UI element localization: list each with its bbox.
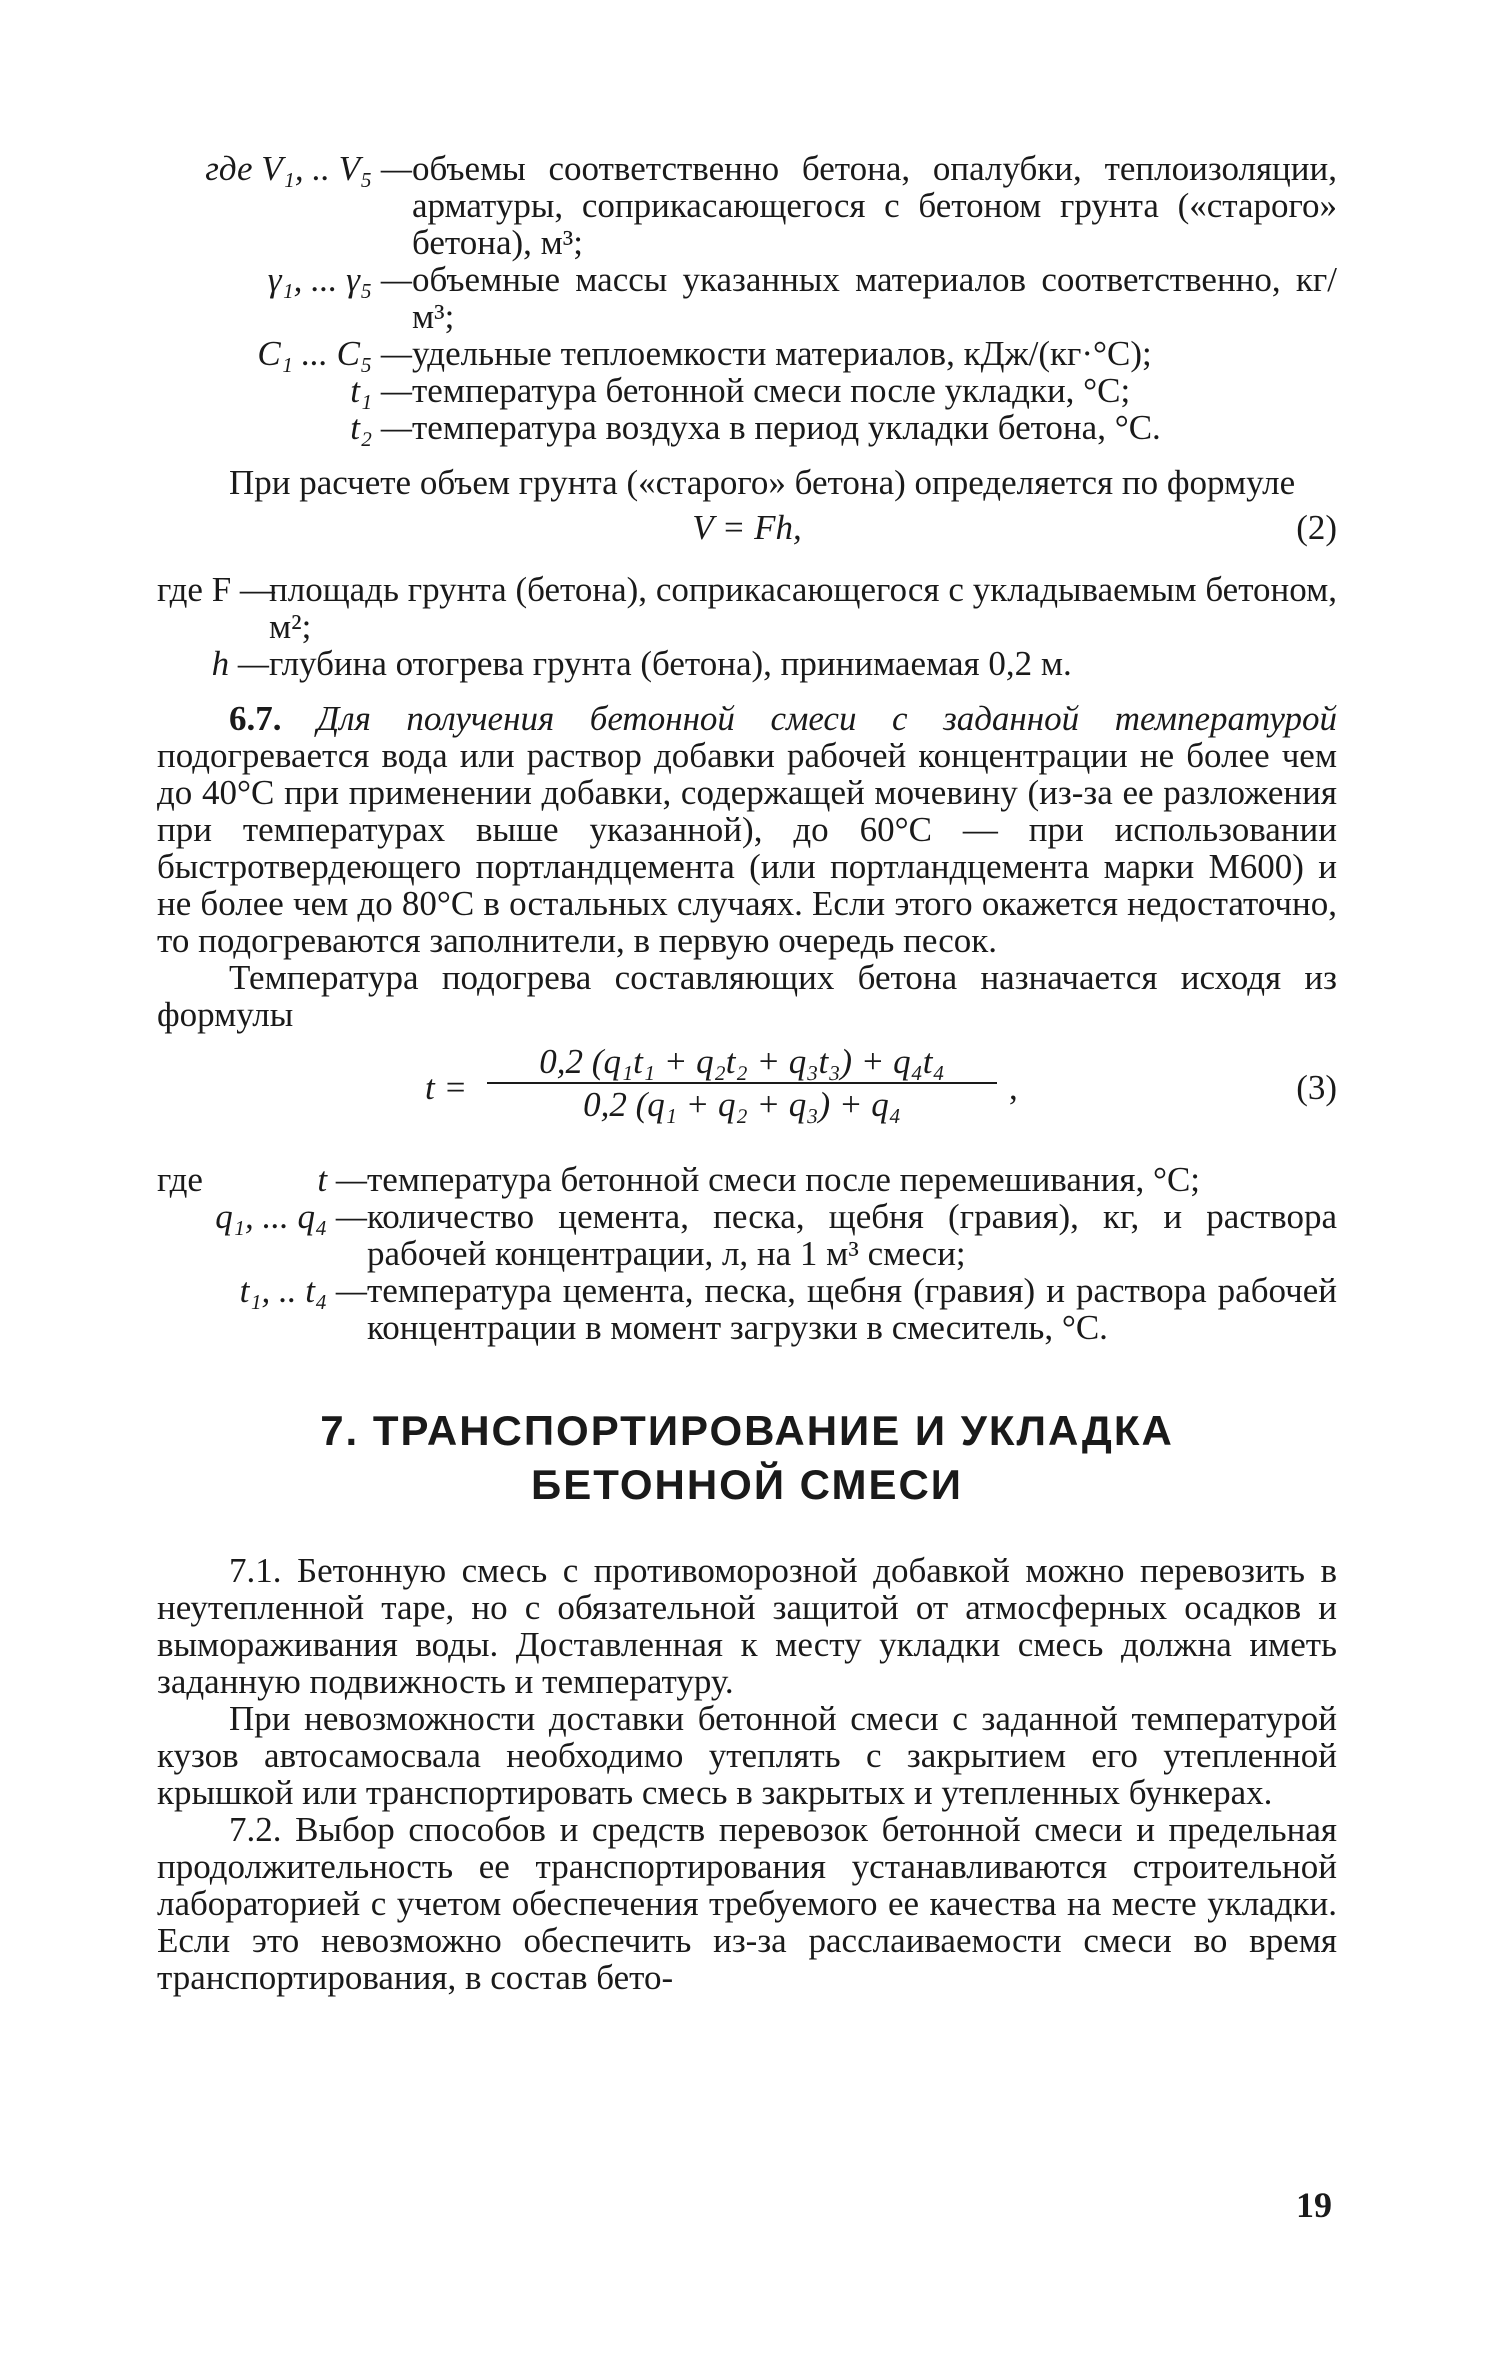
def-symbol: где V₁, .. V₅ — [205, 149, 412, 188]
formula-3-lhs: t = [425, 1068, 468, 1107]
page-body [157, 150, 1337, 1996]
paragraph-temperature: Температура подогрева составляющих бетона назначается исходя из формулы [157, 958, 1337, 1034]
definition-v [157, 150, 1337, 261]
definition-gamma [157, 261, 1337, 335]
formula-2 [157, 509, 1337, 557]
definition-h [157, 645, 1337, 682]
def-symbol: t₂ — [350, 408, 412, 447]
formula-3-fraction [487, 1043, 997, 1123]
def-text: температура воздуха в период укладки бетона, °C. [412, 408, 1161, 447]
def-text: количество цемента, песка, щебня (гравия), кг, и раствора рабочей концентрации, л, на 1 м³ смеси; [367, 1197, 1337, 1273]
definition-q [157, 1198, 1337, 1272]
paragraph-volume: При расчете объем грунта («старого» бетона) определяется по формуле [229, 463, 1296, 502]
definition-t2 [157, 409, 1337, 446]
definition-f [157, 571, 1337, 645]
where-label: где [157, 1160, 203, 1199]
definitions-formula-2 [157, 571, 1337, 682]
def-symbol: γ₁, ... γ₅ — [267, 260, 412, 299]
def-text: глубина отогрева грунта (бетона), принимаемая 0,2 м. [269, 644, 1072, 683]
definitions-formula-1 [157, 150, 1337, 446]
def-text: объемные массы указанных материалов соответственно, кг/м³; [412, 260, 1337, 336]
def-symbol: t₁ — [350, 371, 412, 410]
formula-3-numerator: 0,2 (q₁t₁ + q₂t₂ + q₃t₃) + q₄t₄ [487, 1043, 997, 1084]
section-title-line-1: 7. ТРАНСПОРТИРОВАНИЕ И УКЛАДКА [320, 1407, 1174, 1454]
formula-3-number: (3) [1296, 1068, 1337, 1107]
formula-3-comma: , [1009, 1068, 1018, 1107]
def-text: площадь грунта (бетона), соприкасающегося с укладываемым бетоном, м²; [269, 570, 1337, 646]
paragraph-7-1: 7.1. Бетонную смесь с противоморозной добавкой можно перевозить в неутепленной таре, но с обязательной защитой от атмосферных осадков и вымораживания воды. Доставленная к месту укладки смесь должна иметь заданную подвижность и температуру. [157, 1551, 1337, 1701]
page-number: 19 [1296, 2185, 1332, 2225]
def-text: температура цемента, песка, щебня (гравия) и раствора рабочей концентрации в момент загрузки в смеситель, °C. [367, 1271, 1337, 1347]
def-text: температура бетонной смеси после укладки, °C; [412, 371, 1131, 410]
formula-3-denominator: 0,2 (q₁ + q₂ + q₃) + q₄ [583, 1085, 901, 1124]
def-text: температура бетонной смеси после перемешивания, °C; [367, 1160, 1201, 1199]
section-title [157, 1404, 1337, 1512]
paragraph-6-7 [157, 700, 1337, 959]
definition-t-components [157, 1272, 1337, 1346]
def-symbol: где F — [157, 570, 275, 609]
paragraph-7-2: 7.2. Выбор способов и средств перевозок бетонной смеси и предельная продолжительность ее транспортирования устанавливаются строительной лабораторией с учетом обеспечения требуемого ее качества на месте укладки. Если это невозможно обеспечить из-за расслаиваемости смеси во время транспортирования, в состав бето- [157, 1810, 1337, 1997]
definition-t1 [157, 372, 1337, 409]
clause-number: 6.7. [229, 699, 282, 738]
def-symbol: t₁, .. t₄ — [239, 1271, 367, 1310]
def-text: объемы соответственно бетона, опалубки, теплоизоляции, арматуры, соприкасающегося с бетоном грунта («старого» бетона), м³; [412, 149, 1337, 262]
def-symbol: q₁, ... q₄ — [215, 1197, 367, 1236]
section-title-line-2: БЕТОННОЙ СМЕСИ [531, 1461, 963, 1508]
def-symbol [157, 1161, 367, 1198]
def-symbol: C₁ ... C₅ — [257, 334, 412, 373]
def-symbol: h — [211, 644, 269, 683]
clause-text: подогревается вода или раствор добавки рабочей концентрации не более чем до 40°C при применении добавки, содержащей мочевину (из-за ее разложения при температурах выше указанной), до 60°C — при использовании быстротвердеющего портландцемента (или портландцемента марки М600) и не более чем до 80°C в остальных случаях. Если этого окажется недостаточно, то подогреваются заполнители, в первую очередь песок. [157, 736, 1337, 960]
definition-c [157, 335, 1337, 372]
definitions-formula-3 [157, 1161, 1337, 1346]
formula-3 [157, 1043, 1337, 1139]
paragraph-7-1-continued: При невозможности доставки бетонной смеси с заданной температурой кузов автосамосвала необходимо утеплять с закрытием его утепленной крышкой или транспортировать смесь в закрытых и утепленных бункерах. [157, 1699, 1337, 1812]
formula-2-expression: V = Fh, [692, 508, 802, 547]
clause-lead: Для получения бетонной смеси с заданной температурой [317, 699, 1337, 738]
formula-2-number: (2) [1296, 508, 1337, 547]
definition-t [157, 1161, 1337, 1198]
def-text: удельные теплоемкости материалов, кДж/(кг·°C); [412, 334, 1152, 373]
def-symbol-t: t — [317, 1160, 367, 1199]
